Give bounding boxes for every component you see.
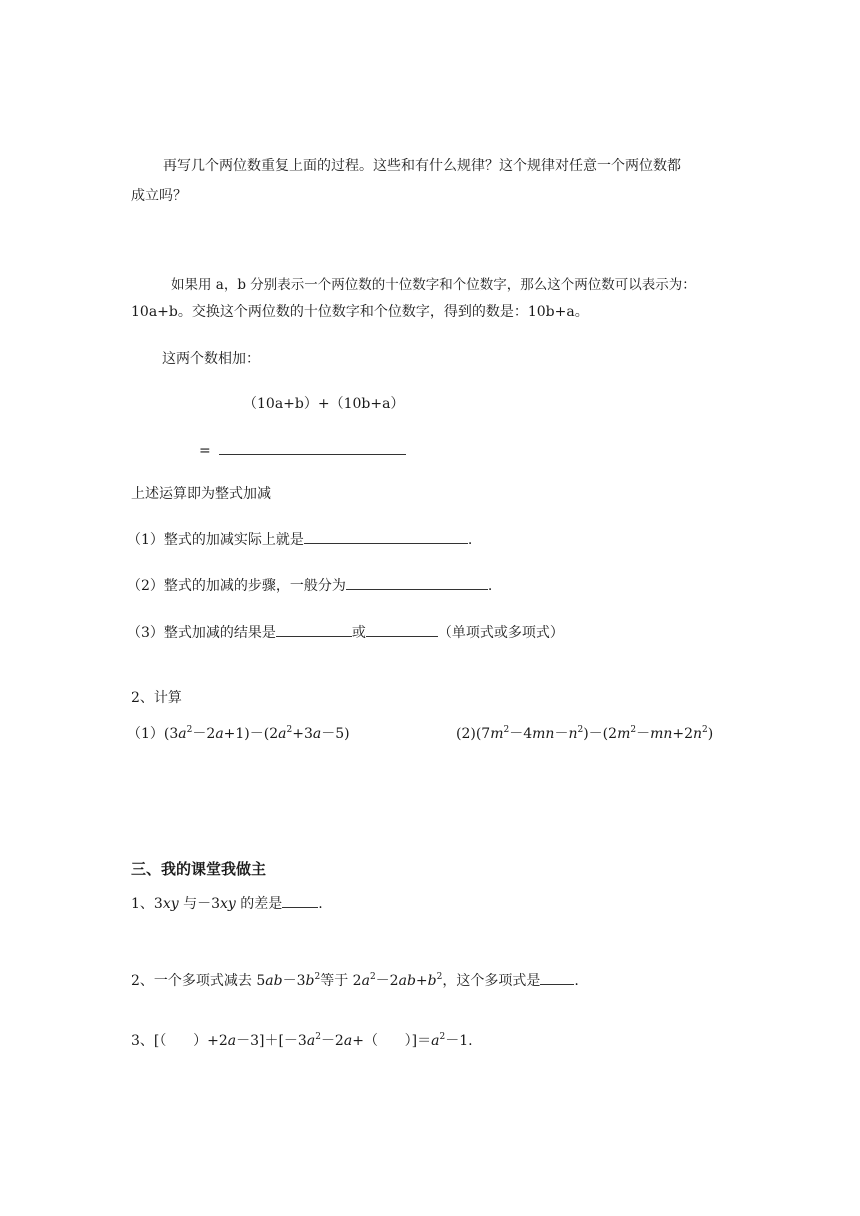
- calc-problem-2-label: (2): [456, 726, 476, 742]
- summary-title: 上述运算即为整式加减: [131, 486, 271, 502]
- summary-q3-blank-2[interactable]: [366, 622, 438, 637]
- calc-title: 2、计算: [131, 690, 182, 706]
- answer-blank[interactable]: [219, 440, 406, 455]
- equals-sign: =: [199, 443, 211, 459]
- summary-q3-end: （单项式或多项式）: [437, 625, 564, 641]
- q1-blank[interactable]: [282, 893, 318, 908]
- explain-line-2: 10a+b。交换这个两位数的十位数字和个位数字，得到的数是：10b+a。: [131, 304, 589, 320]
- summary-q2-end: .: [487, 578, 493, 594]
- q1-prefix: 1、: [131, 896, 154, 912]
- summary-q1-blank[interactable]: [304, 529, 468, 544]
- q1-end: 的差是: [240, 896, 283, 912]
- summary-q3-blank-1[interactable]: [276, 622, 352, 637]
- intro-line-1: 再写几个两位数重复上面的过程。这些和有什么规律？这个规律对任意一个两位数都: [163, 158, 681, 174]
- summary-q2-blank[interactable]: [346, 575, 488, 590]
- calc-problem-1-label: （1）: [127, 726, 164, 742]
- q1-dot: .: [318, 896, 323, 912]
- calc-problem-1: $(1)(3a^2-2a+1)-(2a^2+3a-5)$: [127, 725, 350, 742]
- summary-q1-end: .: [467, 532, 473, 548]
- q2-dot: .: [574, 973, 579, 989]
- q2-end: ，这个多项式是: [442, 973, 541, 989]
- summary-q3: [127, 622, 564, 643]
- section-3-title: 三、我的课堂我做主: [131, 860, 267, 878]
- summary-q3-or: 或: [351, 625, 366, 641]
- section-3-q2: 2、一个多项式减去 $5ab-3b^2$等于 $2a^2-2ab+b^2$，这个多项式是 .: [131, 972, 579, 989]
- intro-line-2: 成立吗？: [131, 188, 187, 204]
- section-3-q3: 3、[（ ）$+2a-3]+[-3a^2-2a+$（ ）]$=a^2-1$.: [131, 1032, 473, 1049]
- q3-end: 1.: [459, 1033, 473, 1049]
- q3-prefix: 3、: [131, 1033, 154, 1049]
- summary-q2-text: （2）整式的加减的步骤，一般分为: [127, 578, 346, 594]
- equals-line: [199, 440, 406, 461]
- calc-problem-2: $(2)(7m^2-4mn-n^2)-(2m^2-mn+2n^2)$: [456, 725, 714, 742]
- q1-mid: 与－: [183, 896, 212, 912]
- summary-q1: [127, 529, 472, 550]
- q2-blank[interactable]: [540, 970, 574, 985]
- explain-line-1: 如果用 a，b 分别表示一个两位数的十位数字和个位数字，那么这个两位数可以表示为：: [171, 277, 696, 293]
- summary-q3-text: （3）整式加减的结果是: [127, 625, 276, 641]
- q2-mid: 等于: [320, 973, 349, 989]
- q2-prefix: 2、一个多项式减去: [131, 973, 252, 989]
- summary-q1-text: （1）整式的加减实际上就是: [127, 532, 304, 548]
- summary-q2: [127, 575, 492, 596]
- section-3-q1: 1、3xy 与－3xy 的差是 .: [131, 893, 323, 914]
- sum-expression: （10a+b）+（10b+a）: [243, 396, 405, 412]
- add-label: 这两个数相加：: [162, 351, 260, 367]
